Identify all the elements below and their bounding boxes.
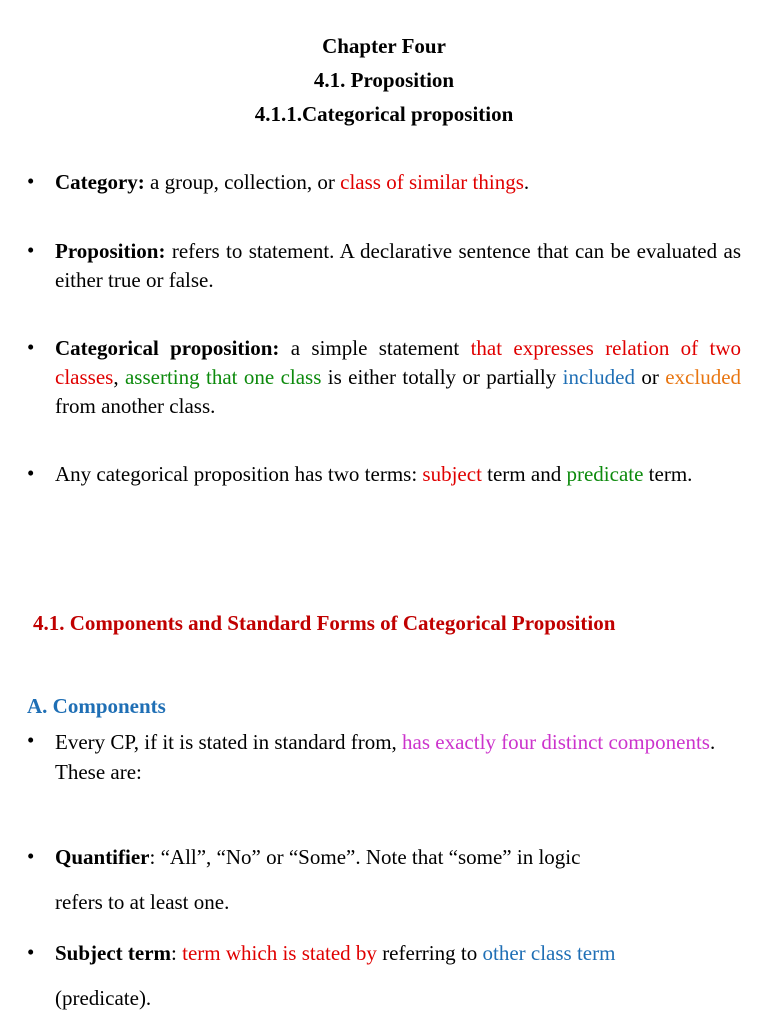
bullet: • xyxy=(27,728,35,752)
quantifier-definition: Quantifier: “All”, “No” or “Some”. Note that “some” in logic xyxy=(55,845,581,869)
subject-term-definition: Subject term: term which is stated by referring to other class term xyxy=(55,941,616,965)
subject-term-definition-continued: (predicate). xyxy=(55,986,152,1010)
chapter-title: Chapter Four xyxy=(322,34,446,58)
bullet: • xyxy=(27,238,35,262)
quantifier-term: Quantifier xyxy=(55,845,150,869)
category-term: Category: xyxy=(55,170,145,194)
terms-definition: Any categorical proposition has two terms: subject term and predicate term. xyxy=(55,462,693,486)
category-definition: Category: a group, collection, or class of similar things. xyxy=(55,170,530,194)
proposition-definition: Proposition: refers to statement. A declarative sentence that can be evaluated as either true or false. xyxy=(55,239,741,292)
components-intro: Every CP, if it is stated in standard from, has exactly four distinct components. These are: xyxy=(55,730,716,784)
bullet: • xyxy=(27,169,35,193)
bullet: • xyxy=(27,940,35,964)
components-section-heading: 4.1. Components and Standard Forms of Categorical Proposition xyxy=(33,611,616,635)
categorical-proposition-definition: Categorical proposition: a simple statement that expresses relation of two classes, asserting that one class is either totally or partially included or excluded from another class. xyxy=(55,336,742,418)
components-heading: A. Components xyxy=(27,694,166,718)
bullet: • xyxy=(27,461,35,485)
bullet: • xyxy=(27,844,35,868)
subject-term-label: Subject term xyxy=(55,941,172,965)
categorical-proposition-term: Categorical proposition: xyxy=(55,336,280,360)
proposition-term: Proposition: xyxy=(55,239,166,263)
bullet: • xyxy=(27,335,35,359)
quantifier-definition-continued: refers to at least one. xyxy=(55,890,230,914)
section-title: 4.1. Proposition xyxy=(313,68,455,92)
subsection-title: 4.1.1.Categorical proposition xyxy=(254,102,514,126)
